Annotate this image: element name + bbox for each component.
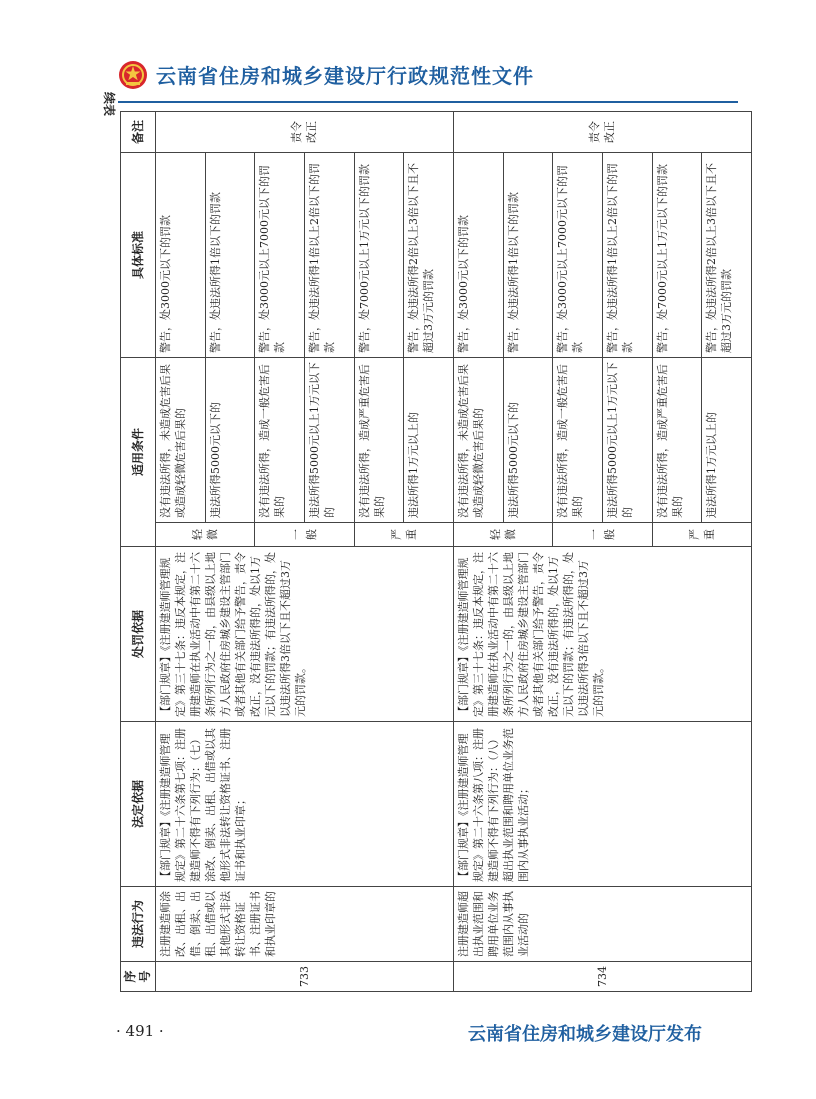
specific-standard: 警告，处违法所得2倍以上3倍以下且不超过3万元的罚款 xyxy=(702,152,752,357)
severity-level: 一般 xyxy=(255,523,354,547)
applicable-condition: 没有违法所得，造成严重危害后果的 xyxy=(652,357,702,522)
header-seq: 序号 xyxy=(121,962,156,992)
header-condition: 适用条件 xyxy=(121,357,156,546)
specific-standard: 警告，处违法所得2倍以上3倍以下且不超过3万元的罚款 xyxy=(404,152,454,357)
header-penalty-basis: 处罚依据 xyxy=(121,547,156,722)
table-row xyxy=(156,111,206,991)
document-header xyxy=(118,54,738,98)
header-title: 云南省住房和城乡建设厅行政规范性文件 xyxy=(156,64,534,88)
applicable-condition: 没有违法所得，造成严重危害后果的 xyxy=(354,357,404,522)
publisher-footer: 云南省住房和城乡建设厅发布 xyxy=(468,1024,702,1045)
rotated-table-frame xyxy=(120,112,752,992)
continued-label: 续表 xyxy=(102,92,116,117)
row-penalty-basis: 【部门规章】《注册建造师管理规定》第三十七条：违反本规定，注册建造师在执业活动中有第二十六条所列行为之一的，由县级以上地方人民政府住房城乡建设主管部门或者其他有关部门给予警告，责令改正，没有违法所得的，处以1万元以下的罚款；有违法所得的，处以违法所得3倍以下且不超过3万元的罚款。 xyxy=(453,547,751,722)
row-seq: 733 xyxy=(156,962,454,992)
header-divider xyxy=(118,101,738,103)
applicable-condition: 违法所得5000元以上1万元以下的 xyxy=(304,357,354,522)
national-emblem-icon xyxy=(118,60,148,90)
applicable-condition: 没有违法所得，未造成危害后果或造成轻微危害后果的 xyxy=(453,357,503,522)
severity-level: 轻微 xyxy=(156,523,255,547)
specific-standard: 警告，处7000元以上1万元以下的罚款 xyxy=(652,152,702,357)
row-note: 责令改正 xyxy=(156,111,454,152)
specific-standard: 警告，处违法所得1倍以下的罚款 xyxy=(503,152,553,357)
header-legal-basis: 法定依据 xyxy=(121,722,156,887)
penalty-table-container xyxy=(102,92,752,992)
applicable-condition: 没有违法所得，造成一般危害后果的 xyxy=(553,357,603,522)
specific-standard: 警告，处3000元以上7000元以下的罚款 xyxy=(553,152,603,357)
specific-standard: 警告，处3000元以上7000元以下的罚款 xyxy=(255,152,305,357)
header-violation: 违法行为 xyxy=(121,887,156,962)
specific-standard: 警告，处违法所得1倍以下的罚款 xyxy=(205,152,255,357)
severity-level: 严重 xyxy=(652,523,751,547)
specific-standard: 警告，处违法所得1倍以上2倍以下的罚款 xyxy=(304,152,354,357)
row-seq: 734 xyxy=(453,962,751,992)
applicable-condition: 违法所得1万元以上的 xyxy=(702,357,752,522)
applicable-condition: 违法所得5000元以下的 xyxy=(503,357,553,522)
specific-standard: 警告，处违法所得1倍以上2倍以下的罚款 xyxy=(602,152,652,357)
applicable-condition: 违法所得5000元以下的 xyxy=(205,357,255,522)
row-note: 责令改正 xyxy=(453,111,751,152)
page-number: · 491 · xyxy=(116,1022,164,1040)
applicable-condition: 没有违法所得，造成一般危害后果的 xyxy=(255,357,305,522)
row-violation: 注册建造师超出执业范围和聘用单位业务范围内从事执业活动的 xyxy=(453,887,751,962)
specific-standard: 警告，处7000元以上1万元以下的罚款 xyxy=(354,152,404,357)
row-legal-basis: 【部门规章】《注册建造师管理规定》第二十六条第八项：注册建造师不得有下列行为：（八）超出执业范围和聘用单位业务范围内从事执业活动； xyxy=(453,722,751,887)
applicable-condition: 违法所得5000元以上1万元以下的 xyxy=(602,357,652,522)
table-body xyxy=(156,111,752,991)
penalty-standard-table xyxy=(120,111,752,992)
applicable-condition: 违法所得1万元以上的 xyxy=(404,357,454,522)
header-note: 备注 xyxy=(121,111,156,152)
row-legal-basis: 【部门规章】《注册建造师管理规定》第二十六条第七项：注册建造师不得有下列行为：（七）涂改、倒卖、出租、出借或以其他形式非法转让资格证书、注册证书和执业印章； xyxy=(156,722,454,887)
row-violation: 注册建造师涂改、出租、出借、倒卖、出租、出借或以其他形式非法转让资格证书、注册证书和执业印章的 xyxy=(156,887,454,962)
severity-level: 轻微 xyxy=(453,523,552,547)
specific-standard: 警告，处3000元以下的罚款 xyxy=(156,152,206,357)
severity-level: 严重 xyxy=(354,523,453,547)
table-row xyxy=(453,111,503,991)
specific-standard: 警告，处3000元以下的罚款 xyxy=(453,152,503,357)
severity-level: 一般 xyxy=(553,523,652,547)
row-penalty-basis: 【部门规章】《注册建造师管理规定》第三十七条：违反本规定，注册建造师在执业活动中有第二十六条所列行为之一的，由县级以上地方人民政府住房城乡建设主管部门或者其他有关部门给予警告，责令改正，没有违法所得的，处以1万元以下的罚款；有违法所得的，处以违法所得3倍以下且不超过3万元的罚款。 xyxy=(156,547,454,722)
header-standard: 具体标准 xyxy=(121,152,156,357)
applicable-condition: 没有违法所得，未造成危害后果或造成轻微危害后果的 xyxy=(156,357,206,522)
